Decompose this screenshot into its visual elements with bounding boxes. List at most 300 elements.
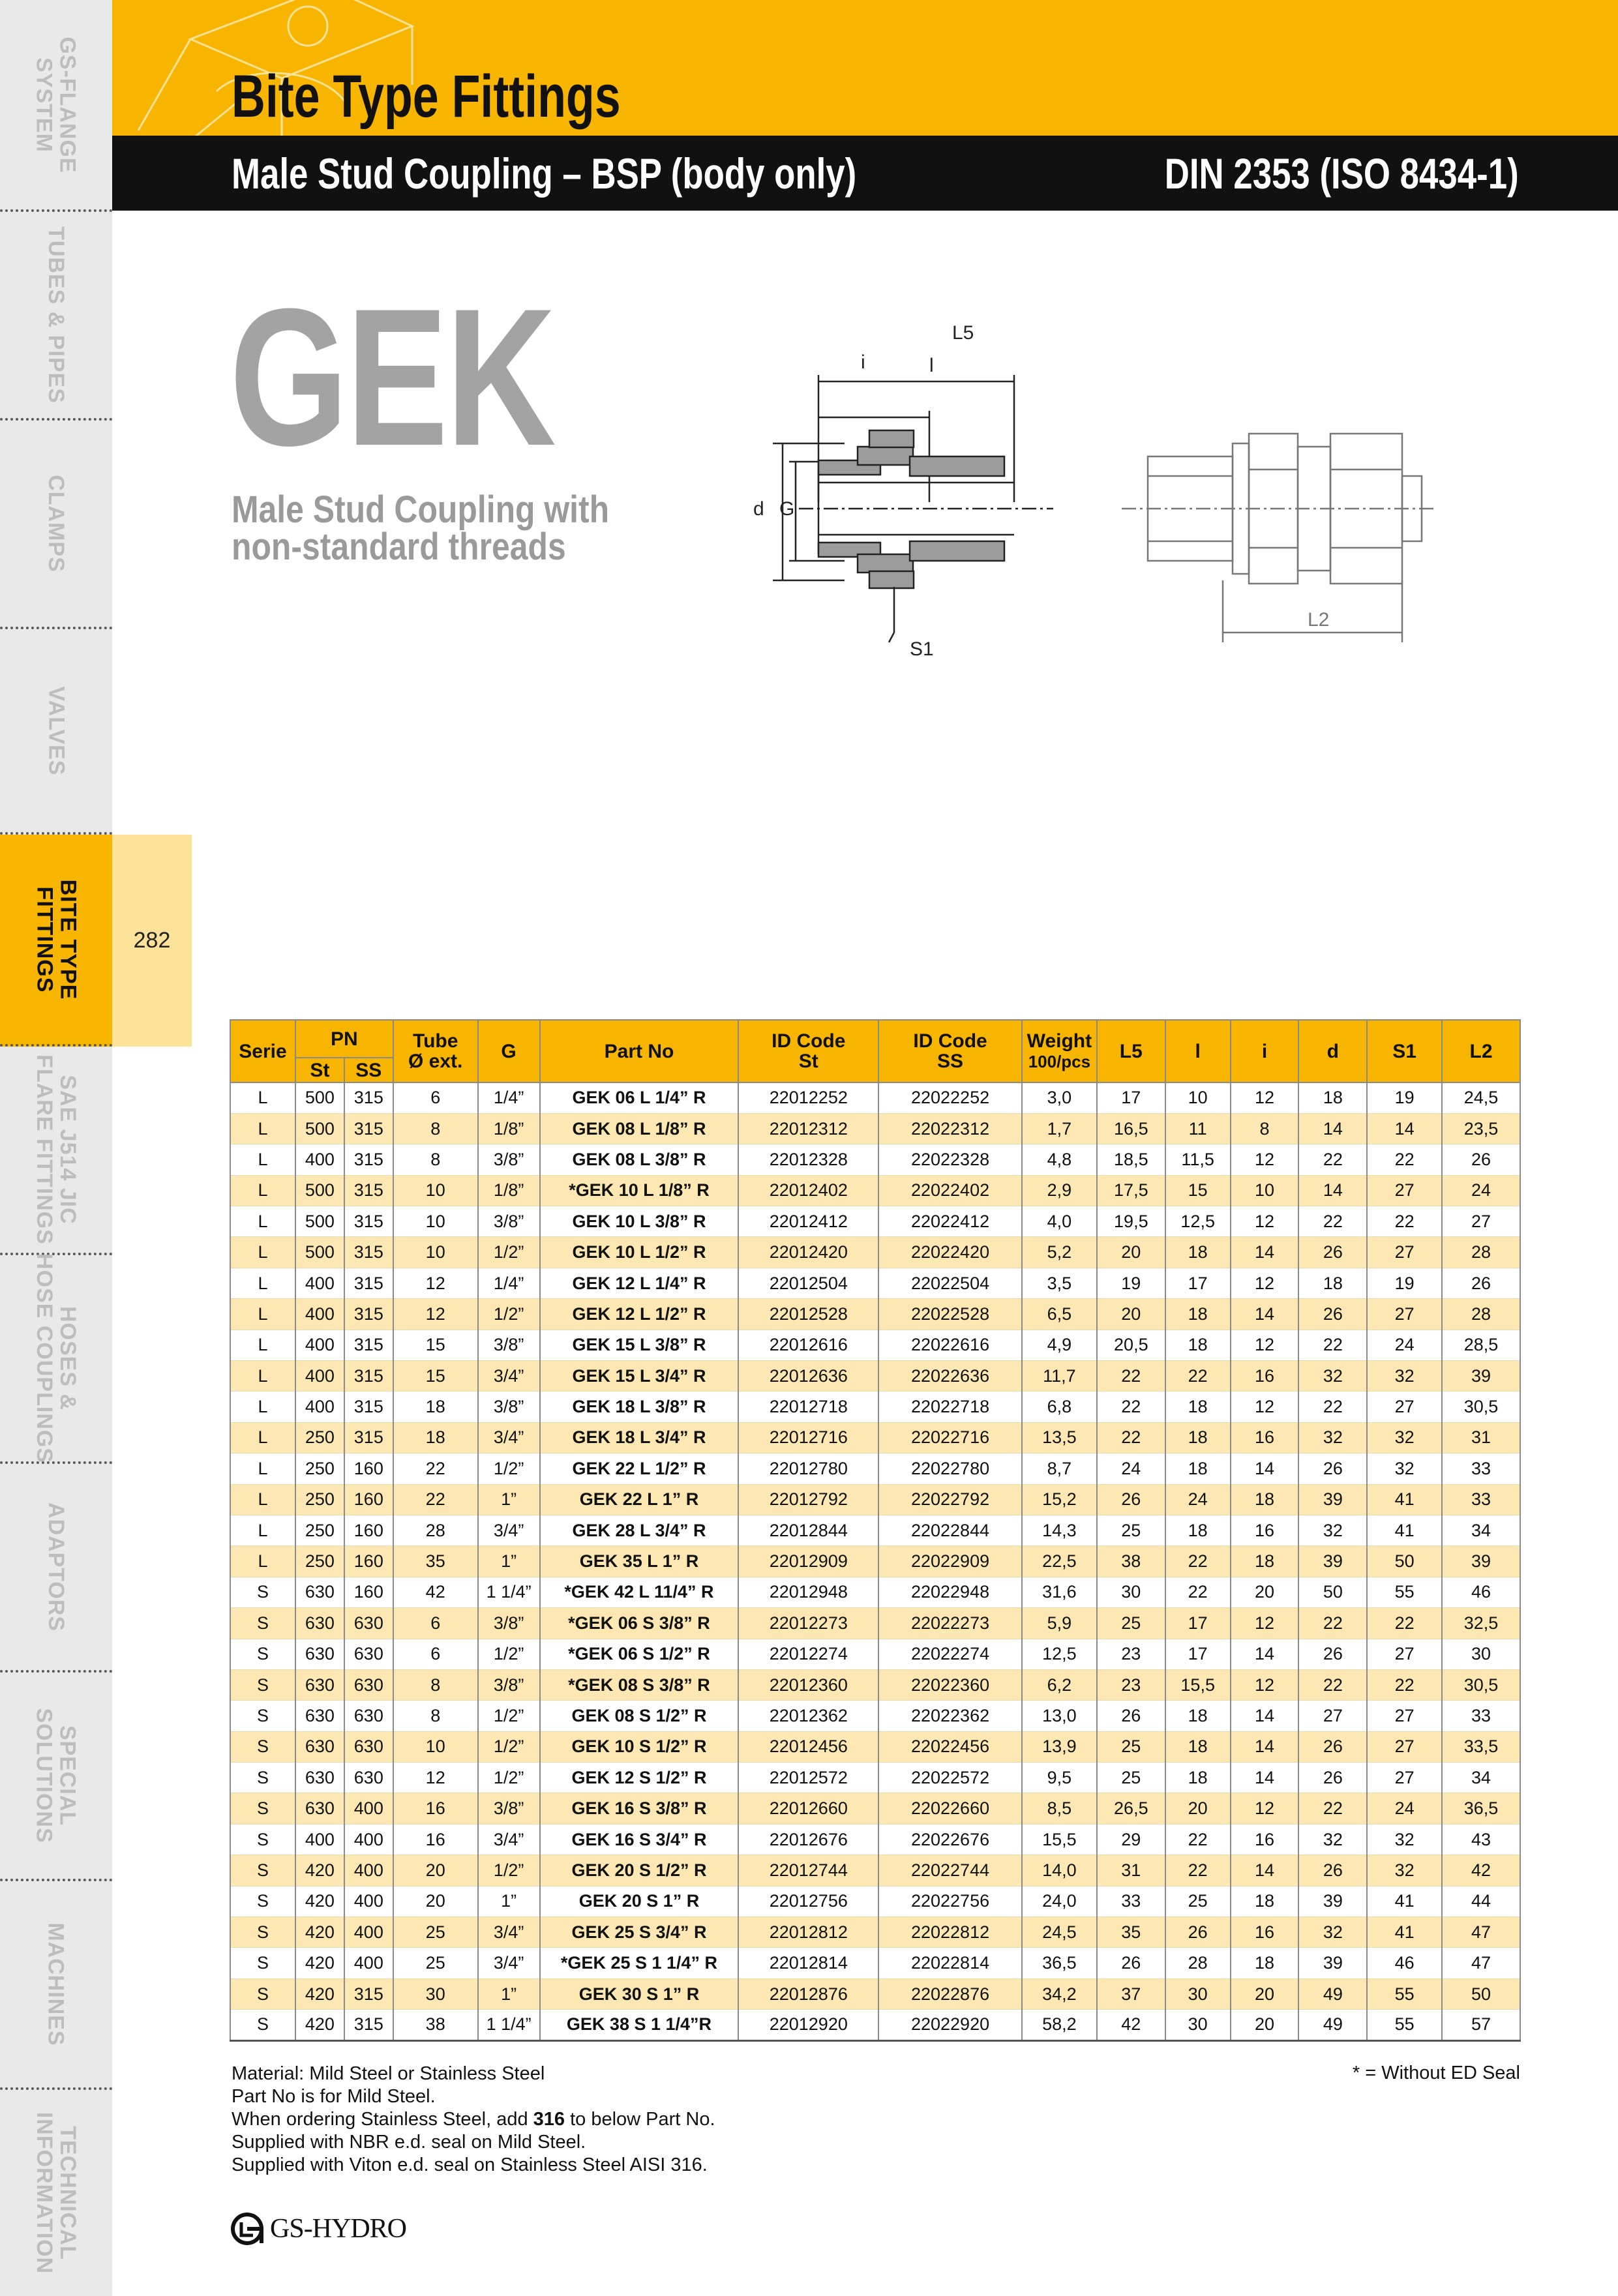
table-cell: 26 <box>1097 1484 1165 1515</box>
table-cell: L <box>230 1113 295 1144</box>
table-cell: 400 <box>344 1948 393 1978</box>
table-cell: 20 <box>393 1855 478 1886</box>
tab-sae-j514-jic[interactable] <box>0 1047 112 1255</box>
table-cell: 27 <box>1367 1639 1442 1669</box>
table-cell: 47 <box>1442 1948 1520 1978</box>
table-cell: 630 <box>344 1639 393 1669</box>
table-cell: 15 <box>393 1330 478 1360</box>
table-cell: L <box>230 1361 295 1392</box>
table-cell: 33 <box>1442 1701 1520 1731</box>
table-cell: 22012716 <box>738 1422 878 1453</box>
table-cell: 25 <box>1097 1731 1165 1762</box>
table-cell: 55 <box>1367 2010 1442 2040</box>
table-cell: 18 <box>1165 1422 1231 1453</box>
product-code: GEK <box>230 267 554 486</box>
part-number-cell: GEK 12 L 1/2” R <box>540 1299 739 1330</box>
table-cell: 8 <box>393 1669 478 1700</box>
part-number-cell: GEK 08 S 1/2” R <box>540 1701 739 1731</box>
dim-label-i: i <box>861 351 865 373</box>
product-description-line2: non-standard threads <box>232 526 566 568</box>
tab-label: VALVES <box>44 686 68 775</box>
logo-text: GS-HYDRO <box>270 2214 407 2244</box>
note-part-no: Part No is for Mild Steel. <box>232 2086 436 2107</box>
table-cell: L <box>230 1082 295 1113</box>
table-cell: L <box>230 1330 295 1360</box>
table-cell: 400 <box>295 1824 344 1855</box>
header-tube-line1: Tube <box>412 1030 458 1052</box>
table-cell: 41 <box>1367 1515 1442 1545</box>
table-cell: 22012616 <box>738 1330 878 1360</box>
table-cell: 400 <box>295 1299 344 1330</box>
header-id-ss-line2: SS <box>937 1051 964 1072</box>
table-cell: 42 <box>1442 1855 1520 1886</box>
table-cell: 160 <box>344 1546 393 1577</box>
table-cell: 4,0 <box>1022 1206 1097 1237</box>
table-cell: 26 <box>1097 1948 1165 1978</box>
table-cell: 630 <box>344 1763 393 1793</box>
table-cell: 24 <box>1165 1484 1231 1515</box>
header-tube-line2: Ø ext. <box>408 1051 463 1072</box>
table-cell: 18 <box>1165 1330 1231 1360</box>
table-cell: 22 <box>1165 1361 1231 1392</box>
table-cell: 36,5 <box>1022 1948 1097 1978</box>
table-cell: 315 <box>344 1113 393 1144</box>
table-cell: 32 <box>1298 1515 1367 1545</box>
part-number-cell: GEK 20 S 1” R <box>540 1886 739 1916</box>
table-cell: 400 <box>344 1793 393 1824</box>
table-cell: 50 <box>1442 1978 1520 2009</box>
table-cell: 1” <box>478 1546 540 1577</box>
table-cell: 22022328 <box>878 1144 1022 1175</box>
table-cell: 25 <box>1097 1763 1165 1793</box>
table-cell: 15,2 <box>1022 1484 1097 1515</box>
table-cell: 22012718 <box>738 1392 878 1422</box>
table-cell: 29 <box>1097 1824 1165 1855</box>
table-cell: 420 <box>295 2010 344 2040</box>
header-weight-line1: Weight <box>1026 1030 1092 1052</box>
table-cell: 22012812 <box>738 1917 878 1948</box>
tab-special-solutions[interactable] <box>0 1673 112 1881</box>
table-cell: 58,2 <box>1022 2010 1097 2040</box>
page-number: 282 <box>112 835 192 1047</box>
table-cell: 630 <box>295 1577 344 1607</box>
part-number-cell: GEK 35 L 1” R <box>540 1546 739 1577</box>
table-cell: 22 <box>1298 1330 1367 1360</box>
table-cell: 49 <box>1298 1978 1367 2009</box>
table-row <box>230 1454 1520 1484</box>
table-cell: 22022362 <box>878 1701 1022 1731</box>
table-row <box>230 1361 1520 1392</box>
table-cell: 30 <box>1165 2010 1231 2040</box>
table-cell: 315 <box>344 1392 393 1422</box>
table-cell: 16 <box>1231 1361 1299 1392</box>
table-cell: S <box>230 1886 295 1916</box>
table-cell: 1/2” <box>478 1299 540 1330</box>
table-cell: 3,0 <box>1022 1082 1097 1113</box>
tab-label: ADAPTORS <box>44 1502 69 1632</box>
table-cell: 3,5 <box>1022 1268 1097 1298</box>
table-row <box>230 1731 1520 1762</box>
table-cell: 15,5 <box>1165 1669 1231 1700</box>
header-i: i <box>1231 1020 1299 1082</box>
table-cell: 12 <box>1231 1268 1299 1298</box>
part-number-cell: GEK 12 S 1/2” R <box>540 1763 739 1793</box>
table-cell: 630 <box>295 1639 344 1669</box>
table-cell: 19 <box>1097 1268 1165 1298</box>
table-row <box>230 1948 1520 1978</box>
note-nbr-seal: Supplied with NBR e.d. seal on Mild Steel. <box>232 2132 586 2153</box>
table-cell: 18 <box>1165 1392 1231 1422</box>
table-cell: 8,5 <box>1022 1793 1097 1824</box>
table-cell: 1/2” <box>478 1701 540 1731</box>
table-cell: 5,2 <box>1022 1237 1097 1268</box>
part-number-cell: GEK 10 L 1/2” R <box>540 1237 739 1268</box>
table-cell: 500 <box>295 1175 344 1206</box>
table-cell: 20 <box>1231 1978 1299 2009</box>
table-cell: 22012402 <box>738 1175 878 1206</box>
table-cell: 38 <box>1097 1546 1165 1577</box>
table-cell: 12,5 <box>1165 1206 1231 1237</box>
table-cell: 14 <box>1231 1763 1299 1793</box>
table-cell: 250 <box>295 1422 344 1453</box>
table-cell: 30 <box>393 1978 478 2009</box>
table-cell: 22 <box>1165 1855 1231 1886</box>
table-cell: 22022312 <box>878 1113 1022 1144</box>
table-cell: 15,5 <box>1022 1824 1097 1855</box>
table-cell: 22022920 <box>878 2010 1022 2040</box>
tab-label: SAE J514 JIC FLARE FITTINGS <box>32 1054 80 1245</box>
table-cell: 3/8” <box>478 1793 540 1824</box>
table-row <box>230 1546 1520 1577</box>
table-cell: 12 <box>1231 1608 1299 1639</box>
table-cell: 630 <box>295 1731 344 1762</box>
table-cell: L <box>230 1175 295 1206</box>
table-cell: S <box>230 1763 295 1793</box>
table-cell: 50 <box>1367 1546 1442 1577</box>
table-cell: 27 <box>1298 1701 1367 1731</box>
table-cell: 27 <box>1442 1206 1520 1237</box>
tab-technical-information[interactable] <box>0 2090 112 2296</box>
table-cell: 22012528 <box>738 1299 878 1330</box>
part-number-cell: *GEK 10 L 1/8” R <box>540 1175 739 1206</box>
table-cell: 14 <box>1367 1113 1442 1144</box>
table-cell: 18 <box>1165 1731 1231 1762</box>
table-row <box>230 1484 1520 1515</box>
table-cell: 26 <box>1298 1639 1367 1669</box>
table-cell: 39 <box>1298 1484 1367 1515</box>
table-cell: 14 <box>1231 1299 1299 1330</box>
table-cell: 17,5 <box>1097 1175 1165 1206</box>
table-row <box>230 1268 1520 1298</box>
table-cell: 23 <box>1097 1639 1165 1669</box>
table-cell: 22022572 <box>878 1763 1022 1793</box>
table-cell: 12 <box>1231 1793 1299 1824</box>
table-cell: 630 <box>295 1763 344 1793</box>
table-cell: 22 <box>1298 1206 1367 1237</box>
table-cell: 12 <box>1231 1206 1299 1237</box>
table-cell: 33 <box>1442 1484 1520 1515</box>
table-cell: 1/2” <box>478 1731 540 1762</box>
table-cell: 23 <box>1097 1669 1165 1700</box>
table-cell: 27 <box>1367 1237 1442 1268</box>
table-cell: 22 <box>1367 1608 1442 1639</box>
table-cell: 22,5 <box>1022 1546 1097 1577</box>
table-cell: 41 <box>1367 1484 1442 1515</box>
table-cell: 20 <box>1231 1577 1299 1607</box>
table-cell: 14 <box>1231 1639 1299 1669</box>
table-cell: 22012274 <box>738 1639 878 1669</box>
table-cell: 22012412 <box>738 1206 878 1237</box>
table-cell: 25 <box>1165 1886 1231 1916</box>
table-cell: L <box>230 1392 295 1422</box>
tab-adaptors[interactable] <box>0 1464 112 1673</box>
table-cell: 12 <box>1231 1330 1299 1360</box>
part-number-cell: GEK 08 L 1/8” R <box>540 1113 739 1144</box>
table-cell: 1/2” <box>478 1237 540 1268</box>
part-number-cell: GEK 22 L 1” R <box>540 1484 739 1515</box>
table-cell: 39 <box>1298 1948 1367 1978</box>
gs-hydro-logo-icon <box>230 2212 266 2246</box>
table-cell: 32 <box>1367 1361 1442 1392</box>
table-cell: 22022844 <box>878 1515 1022 1545</box>
table-cell: 10 <box>393 1731 478 1762</box>
part-number-cell: GEK 08 L 3/8” R <box>540 1144 739 1175</box>
table-cell: 18 <box>1231 1546 1299 1577</box>
part-number-cell: GEK 10 S 1/2” R <box>540 1731 739 1762</box>
notes-block <box>232 2063 715 2177</box>
table-row <box>230 1763 1520 1793</box>
table-cell: 10 <box>1231 1175 1299 1206</box>
table-row <box>230 1701 1520 1731</box>
table-cell: 250 <box>295 1454 344 1484</box>
dim-label-d: d <box>753 498 764 520</box>
table-cell: 35 <box>1097 1917 1165 1948</box>
table-cell: 22 <box>1165 1577 1231 1607</box>
table-cell: 22012756 <box>738 1886 878 1916</box>
table-cell: 14 <box>1231 1855 1299 1886</box>
table-cell: 20,5 <box>1097 1330 1165 1360</box>
part-number-cell: GEK 18 L 3/4” R <box>540 1422 739 1453</box>
table-row <box>230 1175 1520 1206</box>
tab-valves[interactable] <box>0 629 112 835</box>
table-cell: 8 <box>1231 1113 1299 1144</box>
table-cell: 3/8” <box>478 1608 540 1639</box>
table-cell: 4,9 <box>1022 1330 1097 1360</box>
header-l2: L2 <box>1442 1020 1520 1082</box>
table-cell: 3/4” <box>478 1422 540 1453</box>
table-cell: 400 <box>344 1886 393 1916</box>
table-cell: 14 <box>1298 1113 1367 1144</box>
table-cell: 1/2” <box>478 1763 540 1793</box>
table-cell: 18 <box>1231 1484 1299 1515</box>
table-cell: 315 <box>344 1268 393 1298</box>
note-ordering-text: When ordering Stainless Steel, add <box>232 2109 533 2130</box>
table-row <box>230 1577 1520 1607</box>
table-cell: 630 <box>344 1731 393 1762</box>
table-cell: 26 <box>1298 1855 1367 1886</box>
table-cell: 22022812 <box>878 1917 1022 1948</box>
table-row <box>230 1608 1520 1639</box>
table-cell: S <box>230 2010 295 2040</box>
tab-gs-flange-system[interactable] <box>0 0 112 212</box>
table-cell: 16 <box>393 1793 478 1824</box>
table-cell: 26 <box>1298 1731 1367 1762</box>
table-cell: 4,8 <box>1022 1144 1097 1175</box>
table-row <box>230 1855 1520 1886</box>
table-cell: 31 <box>1097 1855 1165 1886</box>
table-cell: S <box>230 1577 295 1607</box>
table-cell: 8 <box>393 1701 478 1731</box>
table-row <box>230 1978 1520 2009</box>
table-cell: 24 <box>1367 1330 1442 1360</box>
table-cell: 28 <box>393 1515 478 1545</box>
table-cell: 420 <box>295 1886 344 1916</box>
table-cell: 22012660 <box>738 1793 878 1824</box>
table-cell: 22012909 <box>738 1546 878 1577</box>
header-pn-ss: SS <box>344 1058 393 1082</box>
table-cell: 22012876 <box>738 1978 878 2009</box>
table-row <box>230 1330 1520 1360</box>
table-cell: 23,5 <box>1442 1113 1520 1144</box>
header-l5: L5 <box>1097 1020 1165 1082</box>
table-cell: 630 <box>295 1669 344 1700</box>
table-cell: 22 <box>1298 1793 1367 1824</box>
table-cell: 160 <box>344 1484 393 1515</box>
table-cell: 47 <box>1442 1917 1520 1948</box>
table-cell: 41 <box>1367 1917 1442 1948</box>
table-cell: 34 <box>1442 1515 1520 1545</box>
table-cell: S <box>230 1855 295 1886</box>
table-cell: 33 <box>1442 1454 1520 1484</box>
table-cell: 32 <box>1298 1422 1367 1453</box>
table-cell: 20 <box>1097 1237 1165 1268</box>
table-cell: 1/2” <box>478 1454 540 1484</box>
table-cell: 14,0 <box>1022 1855 1097 1886</box>
table-cell: 315 <box>344 2010 393 2040</box>
table-cell: 1/8” <box>478 1175 540 1206</box>
table-cell: 26 <box>1298 1763 1367 1793</box>
table-cell: 500 <box>295 1113 344 1144</box>
table-cell: 28 <box>1442 1237 1520 1268</box>
table-cell: 44 <box>1442 1886 1520 1916</box>
table-cell: 22 <box>1298 1669 1367 1700</box>
table-cell: 17 <box>1165 1608 1231 1639</box>
part-number-cell: GEK 18 L 3/8” R <box>540 1392 739 1422</box>
table-cell: 315 <box>344 1206 393 1237</box>
table-cell: 17 <box>1165 1268 1231 1298</box>
table-row <box>230 1422 1520 1453</box>
part-number-cell: *GEK 25 S 1 1/4” R <box>540 1948 739 1978</box>
table-cell: 26 <box>1097 1701 1165 1731</box>
table-cell: 160 <box>344 1454 393 1484</box>
table-cell: 500 <box>295 1206 344 1237</box>
table-cell: 420 <box>295 1948 344 1978</box>
table-cell: 22 <box>1367 1144 1442 1175</box>
dim-label-l5: L5 <box>952 322 974 344</box>
header-d: d <box>1298 1020 1367 1082</box>
table-cell: 13,0 <box>1022 1701 1097 1731</box>
table-cell: 630 <box>295 1701 344 1731</box>
table-cell: 1” <box>478 1886 540 1916</box>
table-cell: 22022360 <box>878 1669 1022 1700</box>
table-cell: 630 <box>344 1608 393 1639</box>
tab-label: CLAMPS <box>44 475 68 573</box>
table-cell: 18 <box>1298 1082 1367 1113</box>
table-cell: L <box>230 1144 295 1175</box>
table-cell: 31,6 <box>1022 1577 1097 1607</box>
table-cell: L <box>230 1206 295 1237</box>
table-cell: 6,2 <box>1022 1669 1097 1700</box>
table-cell: 24,5 <box>1022 1917 1097 1948</box>
table-cell: 39 <box>1298 1546 1367 1577</box>
table-row <box>230 1299 1520 1330</box>
gs-hydro-logo <box>230 2212 406 2246</box>
table-row <box>230 1793 1520 1824</box>
table-cell: 6 <box>393 1608 478 1639</box>
table-cell: 24 <box>1097 1454 1165 1484</box>
table-cell: 22 <box>1298 1392 1367 1422</box>
table-body <box>230 1082 1520 2040</box>
outline-drawing <box>1122 417 1435 659</box>
table-cell: 22022676 <box>878 1824 1022 1855</box>
table-cell: 20 <box>1097 1299 1165 1330</box>
header-part-no: Part No <box>540 1020 739 1082</box>
part-number-cell: GEK 06 L 1/4” R <box>540 1082 739 1113</box>
tab-clamps[interactable] <box>0 421 112 629</box>
table-row <box>230 1113 1520 1144</box>
tab-bite-type-fittings[interactable] <box>0 835 112 1047</box>
table-cell: 400 <box>295 1330 344 1360</box>
table-cell: 14,3 <box>1022 1515 1097 1545</box>
table-cell: 12 <box>393 1268 478 1298</box>
table-cell: 22022504 <box>878 1268 1022 1298</box>
table-cell: 5,9 <box>1022 1608 1097 1639</box>
table-cell: 22012572 <box>738 1763 878 1793</box>
table-cell: 26 <box>1442 1144 1520 1175</box>
table-cell: 630 <box>344 1701 393 1731</box>
table-cell: 3/4” <box>478 1515 540 1545</box>
table-cell: 10 <box>393 1175 478 1206</box>
table-cell: 32 <box>1367 1422 1442 1453</box>
table-cell: 1/8” <box>478 1113 540 1144</box>
table-cell: 22022718 <box>878 1392 1022 1422</box>
table-cell: 3/8” <box>478 1144 540 1175</box>
table-row <box>230 1917 1520 1948</box>
table-cell: 315 <box>344 1144 393 1175</box>
table-cell: 3/8” <box>478 1206 540 1237</box>
part-number-cell: GEK 28 L 3/4” R <box>540 1515 739 1545</box>
tab-machines[interactable] <box>0 1881 112 2090</box>
table-cell: 22 <box>393 1454 478 1484</box>
tab-label: TUBES & PIPES <box>44 226 68 404</box>
header-s1: S1 <box>1367 1020 1442 1082</box>
table-cell: 27 <box>1367 1392 1442 1422</box>
tab-hoses[interactable] <box>0 1255 112 1464</box>
table-cell: 34,2 <box>1022 1978 1097 2009</box>
table-cell: 16 <box>1231 1917 1299 1948</box>
standard-reference: DIN 2353 (ISO 8434-1) <box>1165 149 1519 198</box>
table-cell: 420 <box>295 1855 344 1886</box>
table-cell: 30,5 <box>1442 1392 1520 1422</box>
table-cell: 16 <box>1231 1824 1299 1855</box>
table-cell: 50 <box>1298 1577 1367 1607</box>
table-cell: 8,7 <box>1022 1454 1097 1484</box>
table-cell: L <box>230 1515 295 1545</box>
tab-tubes-pipes[interactable] <box>0 212 112 421</box>
table-cell: 26 <box>1298 1237 1367 1268</box>
table-cell: 18 <box>393 1422 478 1453</box>
table-cell: 1,7 <box>1022 1113 1097 1144</box>
